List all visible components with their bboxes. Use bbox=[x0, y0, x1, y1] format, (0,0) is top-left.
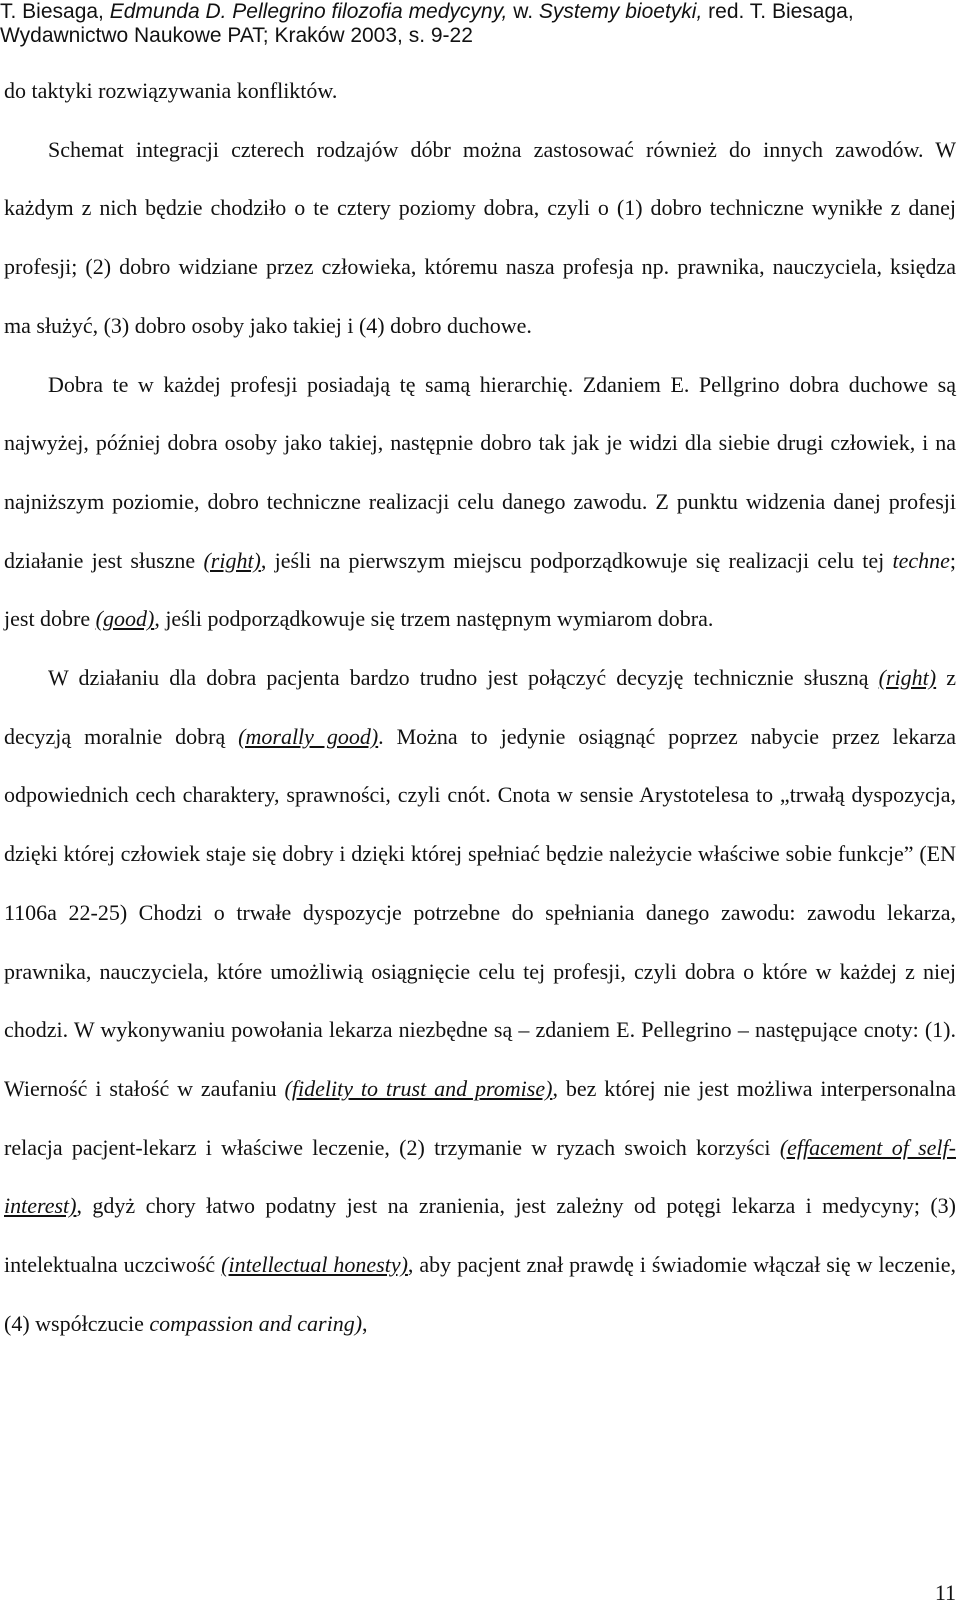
term-right: (right) bbox=[203, 547, 261, 573]
term-honesty: (intellectual honesty) bbox=[221, 1252, 408, 1278]
term-effacement: (effacement of self-interest) bbox=[4, 1134, 956, 1219]
term-compassion: compassion and caring) bbox=[149, 1310, 363, 1336]
term-fidelity: (fidelity to trust and promise) bbox=[284, 1075, 553, 1101]
page-number: 11 bbox=[934, 1580, 956, 1605]
citation-header bbox=[0, 0, 960, 48]
paragraph-hierarchy: Dobra te w każdej profesji posiadają tę samą hierarchię. Zdaniem E. Pellgrino dobra duchowe są najwyżej, później dobra osoby jako takiej, następnie dobro tak jak je widzi dla siebie drugi człowiek, i na najniższym poziomie, dobro techniczne realizacji celu danego zawodu. Z punktu widzenia danej profesji działanie jest słuszne (right), jeśli na pierwszym miejscu podporządkowuje się realizacji celu tej techne; jest dobre (good), jeśli podporządkowuje się trzem następnym wymiarom dobra. bbox=[4, 371, 956, 632]
paragraph-virtues: W działaniu dla dobra pacjenta bardzo trudno jest połączyć decyzję technicznie słuszną (right) z decyzją moralnie dobrą (morally good). Można to jedynie osiągnąć poprzez nabycie przez lekarza odpowiednich cech charaktery, sprawności, czyli cnót. Cnota w sensie Arystotelesa to „trwałą dyspozycja, dzięki której człowiek staje się dobry i dzięki której spełniać będzie należycie właściwe sobie funkcje” (EN 1106a 22-25) Chodzi o trwałe dyspozycje potrzebne do spełniania danego zawodu: zawodu lekarza, prawnika, nauczyciela, które umożliwią osiągnięcie celu tej profesji, czyli dobra o które w każdej z niej chodzi. W wykonywaniu powołania lekarza niezbędne są – zdaniem E. Pellegrino – następujące cnoty: (1). Wierność i stałość w zaufaniu (fidelity to trust and promise), bez której nie jest możliwa interpersonalna relacja pacjent-lekarz i właściwe leczenie, (2) trzymanie w ryzach swoich korzyści (effacement of self-interest), gdyż chory łatwo podatny jest na zranienia, jest zależny od potęgi lekarza i medycyny; (3) intelektualna uczciwość (intellectual honesty), aby pacjent znał prawdę i świadomie włączał się w leczenie, (4) współczucie compassion and caring), bbox=[4, 665, 957, 1336]
term-right-2: (right) bbox=[878, 665, 937, 691]
term-morally-good: (morally good) bbox=[238, 723, 379, 749]
document-body bbox=[4, 62, 956, 1353]
term-good: (good) bbox=[95, 606, 155, 632]
citation-line-1: T. Biesaga, Edmunda D. Pellegrino filozofia medycyny, w. Systemy bioetyki, red. T. Biesaga, bbox=[0, 0, 854, 23]
paragraph-schema: Schemat integracji czterech rodzajów dóbr można zastosować również do innych zawodów. W każdym z nich będzie chodziło o te cztery poziomy dobra, czyli o (1) dobro techniczne wynikłe z danej profesji; (2) dobro widziane przez człowieka, któremu nasza profesja np. prawnika, nauczyciela, księdza ma służyć, (3) dobro osoby jako takiej i (4) dobro duchowe. bbox=[4, 136, 956, 338]
term-techne: techne bbox=[892, 547, 950, 573]
citation-line-2: Wydawnictwo Naukowe PAT; Kraków 2003, s. 9-22 bbox=[0, 24, 473, 47]
paragraph-continuation: do taktyki rozwiązywania konfliktów. bbox=[4, 78, 338, 103]
